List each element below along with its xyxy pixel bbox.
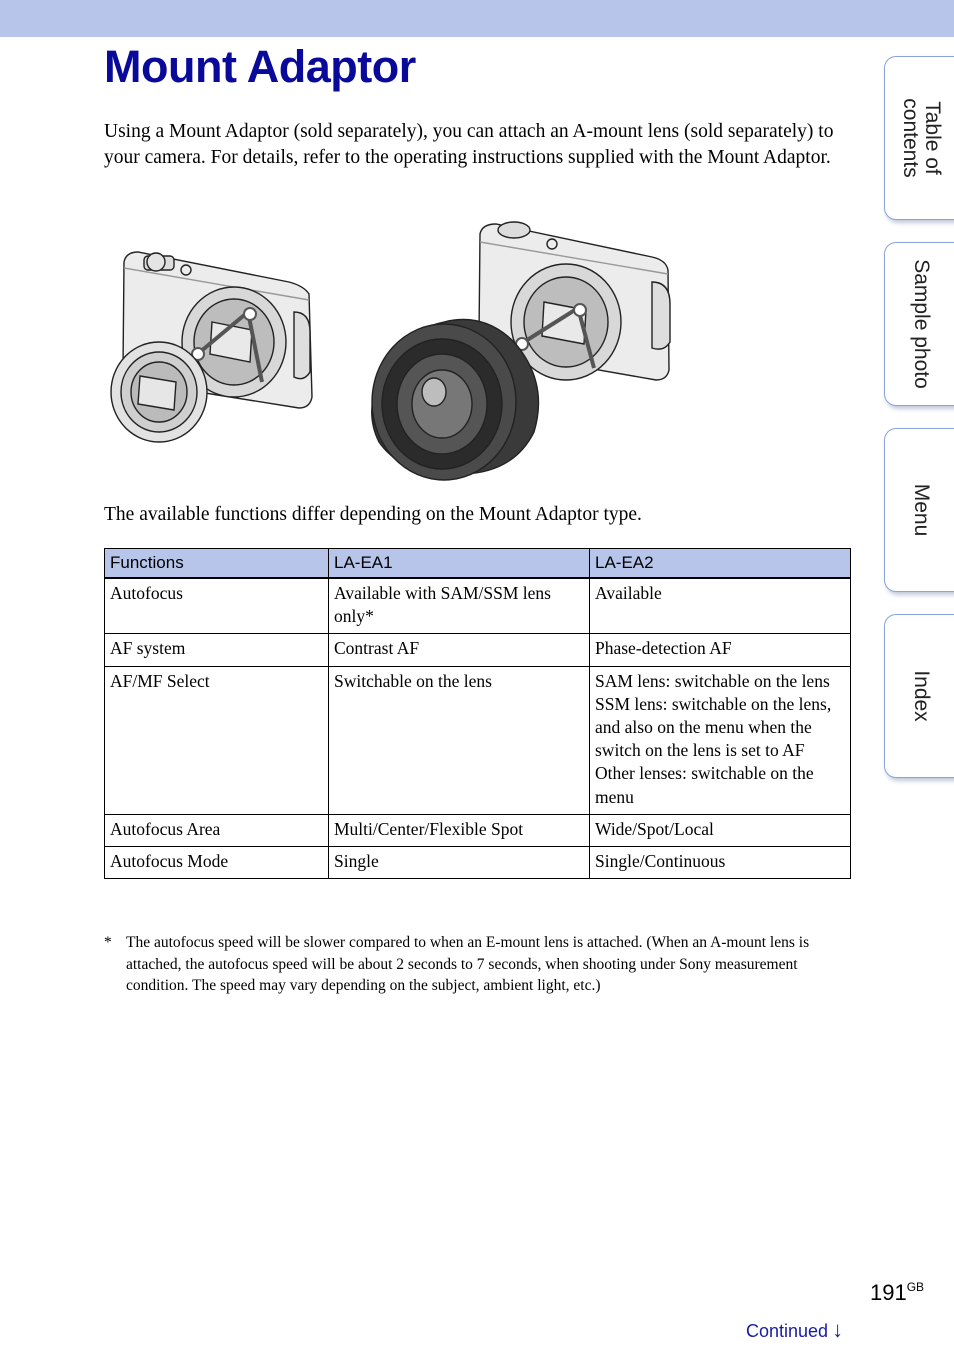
table-row (105, 666, 851, 814)
ea2-line: Available (595, 583, 662, 603)
table-row (105, 814, 851, 846)
ea2-cell (590, 814, 851, 846)
footnote-text: The autofocus speed will be slower compared to when an E-mount lens is attached. (When an A-mount lens is attached, the autofocus speed will be about 2 seconds to 7 seconds, when shooting under Sony measurement condition. The speed may vary depending on the subject, ambient light, etc.) (126, 934, 810, 994)
ea2-cell (590, 847, 851, 879)
column-header: LA-EA1 (329, 549, 590, 579)
tab-label: Sample photo (910, 259, 933, 389)
function-cell: Autofocus Mode (105, 847, 329, 879)
header-bar (0, 0, 954, 37)
footnote-mark: * (104, 934, 112, 951)
function-cell: Autofocus (105, 578, 329, 634)
mount-adaptor-illustration (104, 212, 674, 484)
column-header: LA-EA2 (590, 549, 851, 579)
functions-note: The available functions differ depending on the Mount Adaptor type. (104, 504, 642, 525)
tab-label-line: Table of (921, 101, 944, 175)
intro-paragraph: Using a Mount Adaptor (sold separately), you can attach an A-mount lens (sold separately) to your camera. For details, refer to the operating instructions supplied with the Mount Adaptor. (104, 121, 834, 168)
ea2-line: Phase-detection AF (595, 638, 732, 659)
ea2-line: Wide/Spot/Local (595, 818, 714, 839)
adaptor-comparison-table (104, 548, 851, 879)
function-cell: Autofocus Area (105, 814, 329, 846)
table-row (105, 578, 851, 634)
ea1-cell: Contrast AF (329, 634, 590, 666)
function-cell: AF system (105, 634, 329, 666)
ea2-cell (590, 634, 851, 666)
ea2-cell (590, 666, 851, 814)
ea1-cell: Available with SAM/SSM lens only* (329, 578, 590, 634)
ea1-cell: Multi/Center/Flexible Spot (329, 814, 590, 846)
tab-index[interactable] (884, 614, 954, 778)
continued-label: Continued (746, 1321, 829, 1341)
arrow-down-icon: ↓ (832, 1317, 844, 1342)
tab-table-of-contents[interactable] (884, 56, 954, 220)
continued-link[interactable] (746, 1317, 843, 1343)
tab-label: Index (910, 670, 933, 722)
ea1-cell: Switchable on the lens (329, 666, 590, 814)
table-header-row (105, 549, 851, 579)
table-row (105, 634, 851, 666)
function-cell: AF/MF Select (105, 666, 329, 814)
page-number (870, 1280, 924, 1306)
page-title: Mount Adaptor (104, 41, 416, 92)
ea2-line: Single/Continuous (595, 851, 726, 872)
footnote (104, 932, 846, 997)
table-row (105, 847, 851, 879)
tab-menu[interactable] (884, 428, 954, 592)
page-number-value: 191 (870, 1280, 907, 1305)
column-header: Functions (105, 549, 329, 579)
ea1-cell: Single (329, 847, 590, 879)
page-number-suffix: GB (906, 1280, 925, 1294)
ea2-line: SSM lens: switchable on the lens, and also on the menu when the switch on the lens is set to AF (595, 693, 832, 761)
tab-sample-photo[interactable] (884, 242, 954, 406)
ea2-line: SAM lens: switchable on the lens (595, 670, 830, 691)
ea2-cell (590, 578, 851, 634)
tab-label-line: contents (899, 98, 922, 178)
tab-label (899, 98, 943, 177)
tab-label: Menu (910, 483, 933, 537)
ea2-line: Other lenses: switchable on the menu (595, 763, 814, 807)
